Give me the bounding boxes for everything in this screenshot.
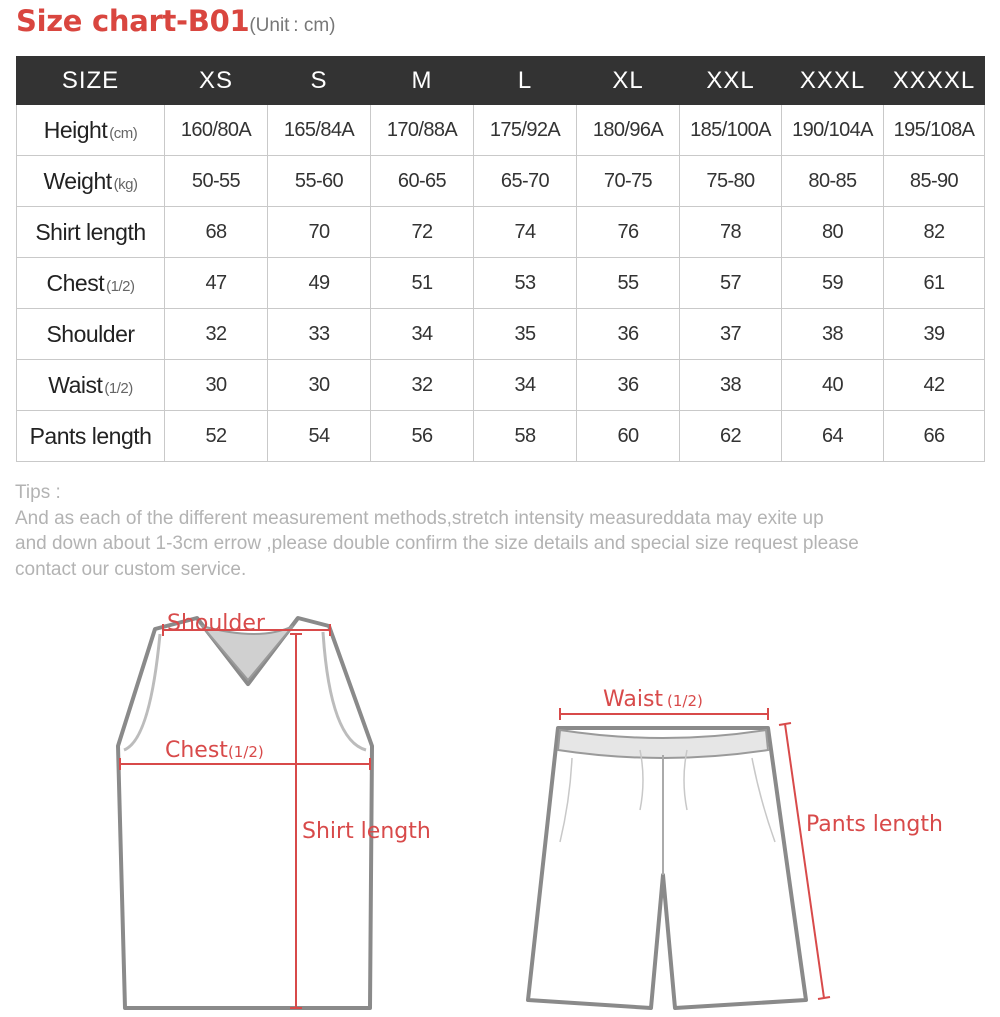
table-cell: 39 <box>884 309 985 360</box>
table-cell: 78 <box>680 207 782 258</box>
shorts-illustration <box>528 728 806 1008</box>
table-cell: 160/80A <box>165 105 268 156</box>
table-cell: 36 <box>577 360 680 411</box>
shoulder-label: Shoulder <box>167 611 265 636</box>
tips-heading: Tips : <box>15 482 61 503</box>
table-cell: 68 <box>165 207 268 258</box>
row-label-cell <box>17 309 165 360</box>
table-row <box>17 207 985 258</box>
table-cell: 50-55 <box>165 156 268 207</box>
column-header: XXXXL <box>884 57 985 105</box>
row-label: Waist <box>48 371 103 398</box>
header-row <box>17 57 985 105</box>
table-cell: 58 <box>474 411 577 462</box>
table-cell: 85-90 <box>884 156 985 207</box>
row-label: Shoulder <box>46 320 135 347</box>
table-cell: 54 <box>268 411 371 462</box>
table-cell: 34 <box>371 309 474 360</box>
table-cell: 52 <box>165 411 268 462</box>
table-cell: 165/84A <box>268 105 371 156</box>
table-cell: 170/88A <box>371 105 474 156</box>
row-label-unit: (kg) <box>113 175 138 193</box>
column-header: S <box>268 57 371 105</box>
table-cell: 60-65 <box>371 156 474 207</box>
row-label-unit: (1/2) <box>104 379 133 397</box>
row-label-cell <box>17 105 165 156</box>
table-row <box>17 411 985 462</box>
table-row <box>17 156 985 207</box>
table-cell: 42 <box>884 360 985 411</box>
column-header: L <box>474 57 577 105</box>
tips-line: And as each of the different measurement methods,stretch intensity measureddata may exite up <box>15 507 824 529</box>
measurement-diagram <box>0 590 1000 1017</box>
table-cell: 82 <box>884 207 985 258</box>
table-cell: 36 <box>577 309 680 360</box>
table-cell: 75-80 <box>680 156 782 207</box>
table-cell: 30 <box>268 360 371 411</box>
column-header: XL <box>577 57 680 105</box>
pants-length-label: Pants length <box>806 812 943 837</box>
row-label: Height <box>43 116 108 143</box>
table-cell: 175/92A <box>474 105 577 156</box>
table-cell: 61 <box>884 258 985 309</box>
table-cell: 180/96A <box>577 105 680 156</box>
row-label-cell <box>17 207 165 258</box>
table-cell: 37 <box>680 309 782 360</box>
table-cell: 55-60 <box>268 156 371 207</box>
table-row <box>17 360 985 411</box>
table-cell: 32 <box>371 360 474 411</box>
table-cell: 195/108A <box>884 105 985 156</box>
table-cell: 76 <box>577 207 680 258</box>
row-label-cell <box>17 258 165 309</box>
row-label-cell <box>17 156 165 207</box>
waist-label <box>603 687 703 712</box>
table-cell: 55 <box>577 258 680 309</box>
table-cell: 60 <box>577 411 680 462</box>
table-row <box>17 309 985 360</box>
chest-label-sub: (1/2) <box>227 743 264 761</box>
row-label-unit: (cm) <box>109 124 138 142</box>
table-cell: 47 <box>165 258 268 309</box>
tips-line: and down about 1-3cm errow ,please double confirm the size details and special size request please <box>15 533 859 554</box>
chest-label-text: Chest <box>165 738 228 763</box>
column-header: XXXL <box>782 57 884 105</box>
table-body <box>17 105 985 462</box>
unit-note: (Unit : cm) <box>249 15 336 36</box>
table-cell: 57 <box>680 258 782 309</box>
table-cell: 30 <box>165 360 268 411</box>
table-cell: 49 <box>268 258 371 309</box>
row-label: Weight <box>43 167 112 194</box>
table-cell: 70 <box>268 207 371 258</box>
waist-label-text: Waist <box>603 687 664 712</box>
column-header: XS <box>165 57 268 105</box>
table-cell: 40 <box>782 360 884 411</box>
table-row <box>17 105 985 156</box>
row-label-cell <box>17 411 165 462</box>
tips-section <box>15 480 975 582</box>
row-label-unit: (1/2) <box>106 277 135 295</box>
table-cell: 59 <box>782 258 884 309</box>
shirt-length-label: Shirt length <box>302 819 431 844</box>
table-cell: 38 <box>680 360 782 411</box>
row-label: Pants length <box>29 422 152 449</box>
table-cell: 62 <box>680 411 782 462</box>
table-cell: 34 <box>474 360 577 411</box>
table-cell: 80-85 <box>782 156 884 207</box>
column-header: SIZE <box>17 57 165 105</box>
table-cell: 80 <box>782 207 884 258</box>
table-cell: 51 <box>371 258 474 309</box>
table-cell: 64 <box>782 411 884 462</box>
tips-line: contact our custom service. <box>15 558 247 580</box>
table-cell: 66 <box>884 411 985 462</box>
table-cell: 74 <box>474 207 577 258</box>
table-cell: 38 <box>782 309 884 360</box>
waist-label-sub: (1/2) <box>667 692 703 710</box>
column-header: M <box>371 57 474 105</box>
table-cell: 33 <box>268 309 371 360</box>
title-text: Size chart-B01 <box>16 4 250 38</box>
page-title <box>16 4 335 38</box>
table-cell: 65-70 <box>474 156 577 207</box>
table-cell: 70-75 <box>577 156 680 207</box>
row-label-cell <box>17 360 165 411</box>
table-cell: 32 <box>165 309 268 360</box>
column-header: XXL <box>680 57 782 105</box>
size-table <box>16 56 985 462</box>
table-cell: 35 <box>474 309 577 360</box>
row-label: Shirt length <box>35 218 146 245</box>
table-cell: 56 <box>371 411 474 462</box>
table-cell: 185/100A <box>680 105 782 156</box>
table-cell: 190/104A <box>782 105 884 156</box>
table-row <box>17 258 985 309</box>
row-label: Chest <box>46 269 105 296</box>
table-cell: 72 <box>371 207 474 258</box>
table-cell: 53 <box>474 258 577 309</box>
jersey-illustration <box>118 618 372 1008</box>
